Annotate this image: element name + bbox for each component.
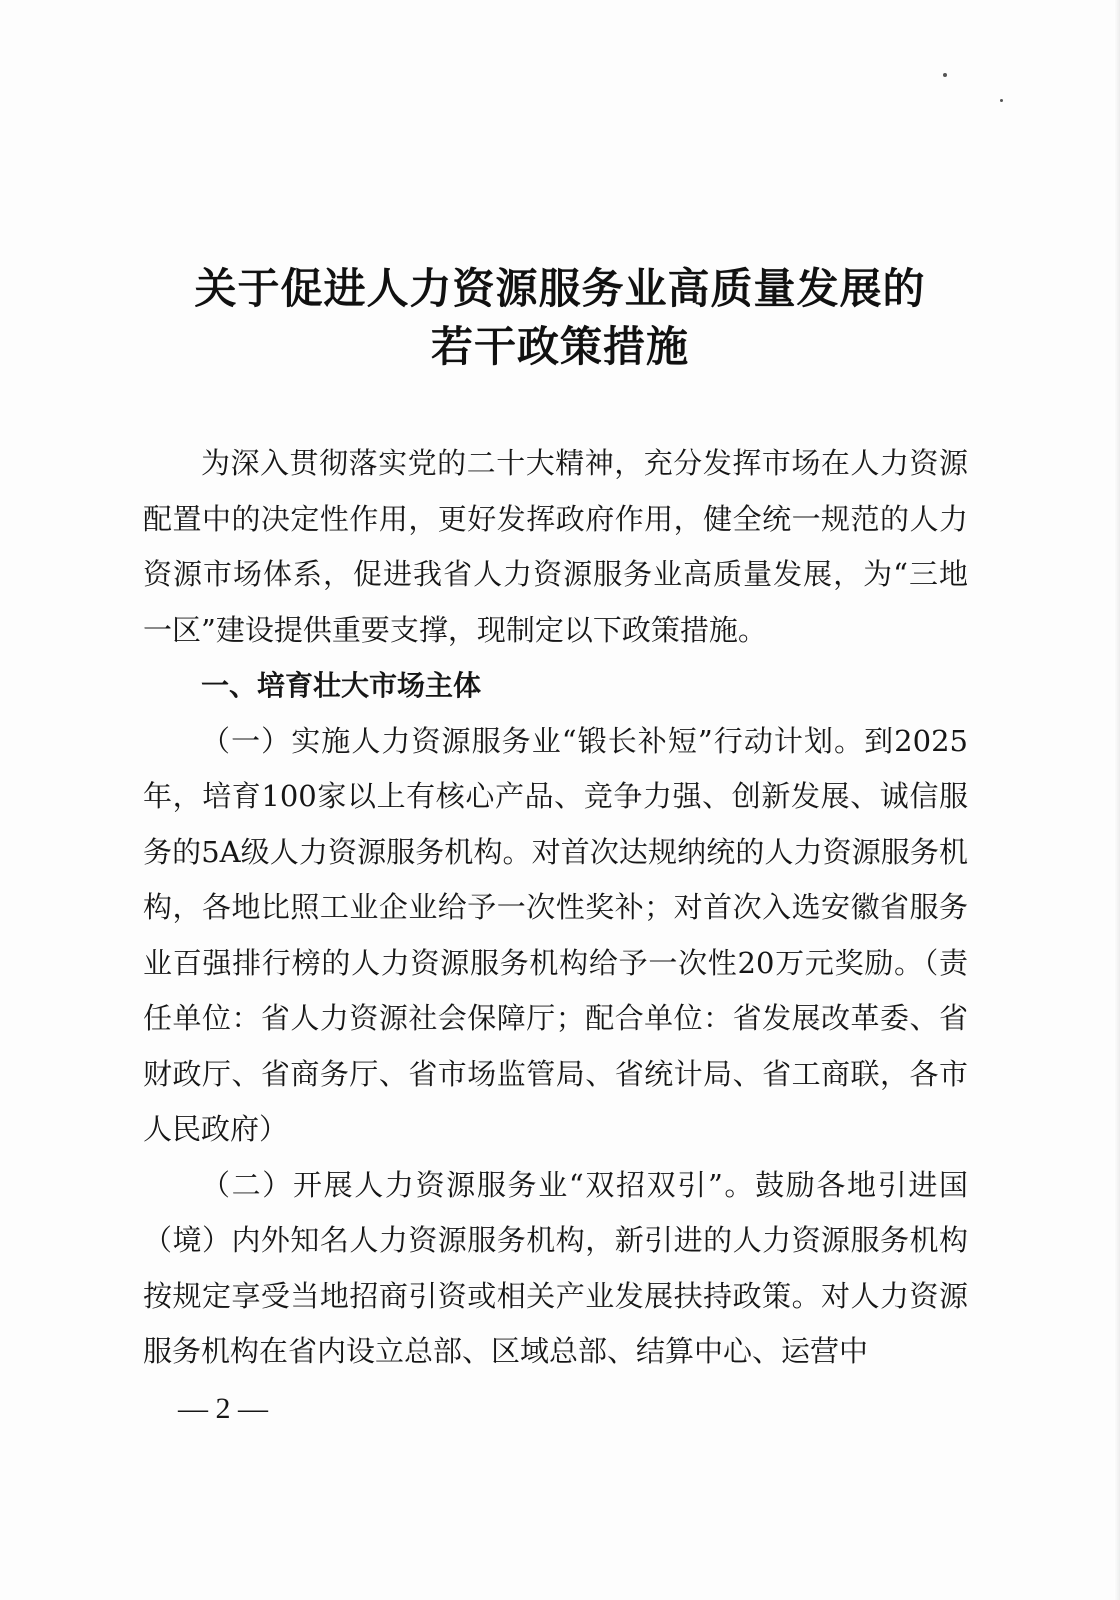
document-title-line-1: 关于促进人力资源服务业高质量发展的 [194,264,926,313]
document-body [143,436,968,1380]
intro-paragraph: 为深入贯彻落实党的二十大精神，充分发挥市场在人力资源配置中的决定性作用，更好发挥政府作用，健全统一规范的人力资源市场体系，促进我省人力资源服务业高质量发展，为“三地一区”建设提供重要支撑，现制定以下政策措施。 [143,446,968,647]
page-number: — 2 — [178,1392,268,1425]
scan-speck [1000,99,1003,102]
clause-paragraph-2: （二）开展人力资源服务业“双招双引”。鼓励各地引进国（境）内外知名人力资源服务机构，新引进的人力资源服务机构按规定享受当地招商引资或相关产业发展扶持政策。对人力资源服务机构在省内设立总部、区域总部、结算中心、运营中 [143,1167,968,1368]
scan-speck [943,73,947,77]
section-heading: 一、培育壮大市场主体 [201,669,482,702]
document-title-line-2: 若干政策措施 [430,322,689,371]
page-edge-shadow [1114,0,1120,1600]
clause-paragraph-1: （一）实施人力资源服务业“锻长补短”行动计划。到2025年，培育100家以上有核心产品、竞争力强、创新发展、诚信服务的5A级人力资源服务机构。对首次达规纳统的人力资源服务机构，各地比照工业企业给予一次性奖补；对首次入选安徽省服务业百强排行榜的人力资源服务机构给予一次性20万元奖励。（责任单位：省人力资源社会保障厅；配合单位：省发展改革委、省财政厅、省商务厅、省市场监管局、省统计局、省工商联，各市人民政府） [143,723,968,1146]
